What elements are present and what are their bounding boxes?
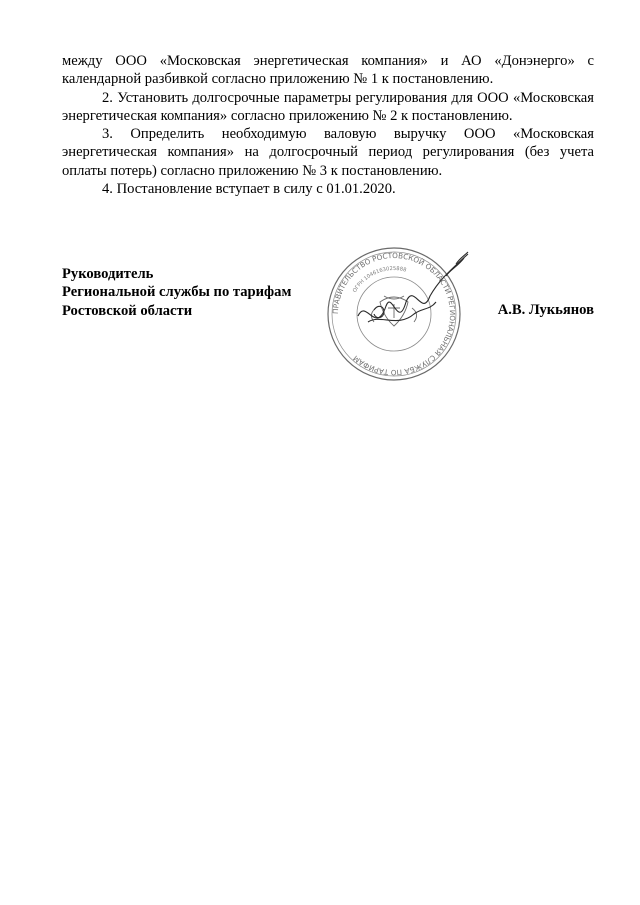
signatory-title-line-1: Руководитель	[62, 266, 154, 282]
signatory-name: А.В. Лукьянов	[497, 302, 594, 318]
paragraph-item-2: 2. Установить долгосрочные параметры регулирования для ООО «Московская энергетическая компания» согласно приложению № 2 к постановлению.	[62, 89, 594, 124]
paragraph-continuation: между ООО «Московская энергетическая компания» и АО «Донэнерго» с календарной разбивкой согласно приложению № 1 к постановлению.	[62, 53, 594, 88]
paragraph-item-4: 4. Постановление вступает в силу с 01.01.2020.	[102, 181, 396, 198]
signatory-title-line-2: Региональной службы по тарифам	[62, 284, 292, 301]
paragraph-item-3: 3. Определить необходимую валовую выручку ООО «Московская энергетическая компания» на долгосрочный период регулирования (без учета оплаты потерь) согласно приложению № 3 к постановлению.	[62, 126, 594, 179]
signatory-title-line-3: Ростовской области	[62, 302, 193, 319]
document-body	[62, 52, 594, 198]
signatory-title	[62, 265, 362, 320]
seal-outer-text: ПРАВИТЕЛЬСТВО РОСТОВСКОЙ ОБЛАСТИ РЕГИОНАЛЬНАЯ СЛУЖБА ПО ТАРИФАМ	[330, 250, 458, 378]
seal-inner-text: ОГРН 1046163025888	[351, 265, 407, 294]
official-seal-stamp	[318, 244, 470, 384]
coat-of-arms-emblem	[371, 296, 416, 326]
